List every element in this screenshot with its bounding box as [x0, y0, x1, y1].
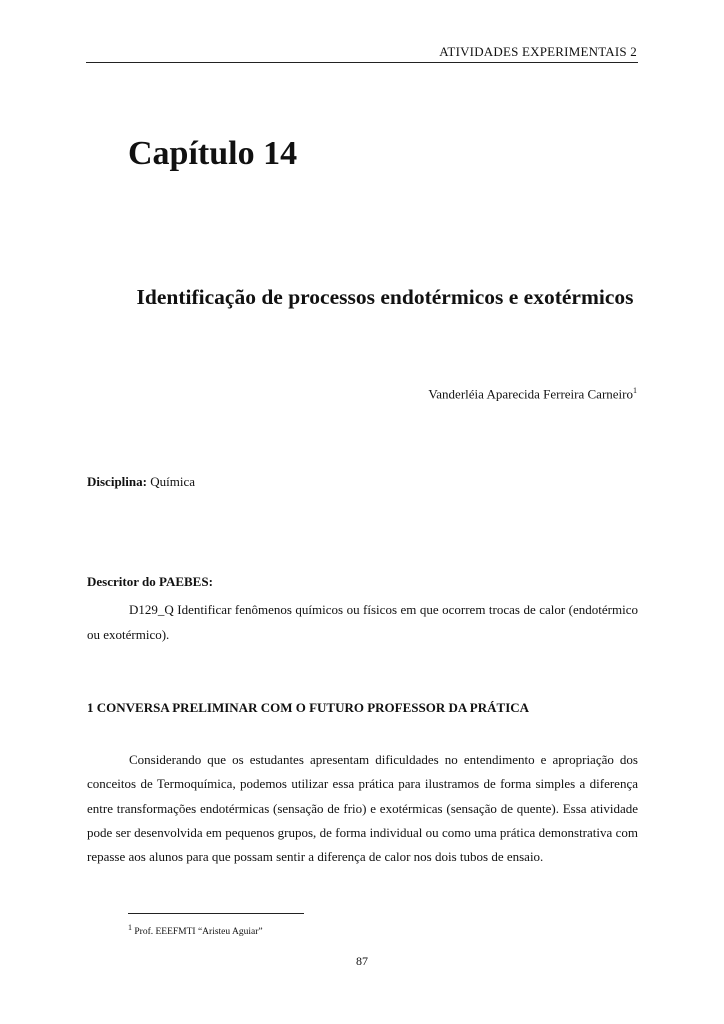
discipline-value: Química	[150, 474, 195, 489]
author-line	[428, 386, 637, 402]
header-rule	[86, 62, 638, 63]
article-title: Identificação de processos endotérmicos e exotérmicos	[136, 285, 634, 309]
footnote	[128, 923, 263, 937]
author-footnote-mark: 1	[633, 386, 637, 395]
discipline-label: Disciplina:	[87, 474, 147, 489]
page-number: 87	[356, 954, 368, 968]
descriptor-text: D129_Q Identificar fenômenos químicos ou físicos em que ocorrem trocas de calor (endotérmico ou exotérmico).	[87, 602, 638, 642]
section-heading: 1 CONVERSA PRELIMINAR COM O FUTURO PROFESSOR DA PRÁTICA	[87, 700, 530, 715]
descriptor-label: Descritor do PAEBES:	[87, 574, 213, 589]
footnote-rule	[128, 913, 304, 914]
footnote-mark: 1	[128, 923, 132, 932]
body-paragraph: Considerando que os estudantes apresentam dificuldades no entendimento e apropriação dos conceitos de Termoquímica, podemos utilizar essa prática para ilustramos de forma simples a diferença entre transformações endotérmicas (sensação de frio) e exotérmicas (sensação de quente). Essa atividade pode ser desenvolvida em pequenos grupos, de forma individual ou como uma prática demonstrativa com repasse aos alunos para que possam sentir a diferença de calor nos dois tubos de ensaio.	[87, 752, 638, 865]
discipline-line	[87, 474, 195, 490]
footnote-text: Prof. EEEFMTI “Aristeu Aguiar”	[134, 927, 263, 938]
author-name: Vanderléia Aparecida Ferreira Carneiro	[428, 386, 633, 402]
running-header: ATIVIDADES EXPERIMENTAIS 2	[439, 44, 637, 59]
chapter-title: Capítulo 14	[128, 135, 298, 172]
